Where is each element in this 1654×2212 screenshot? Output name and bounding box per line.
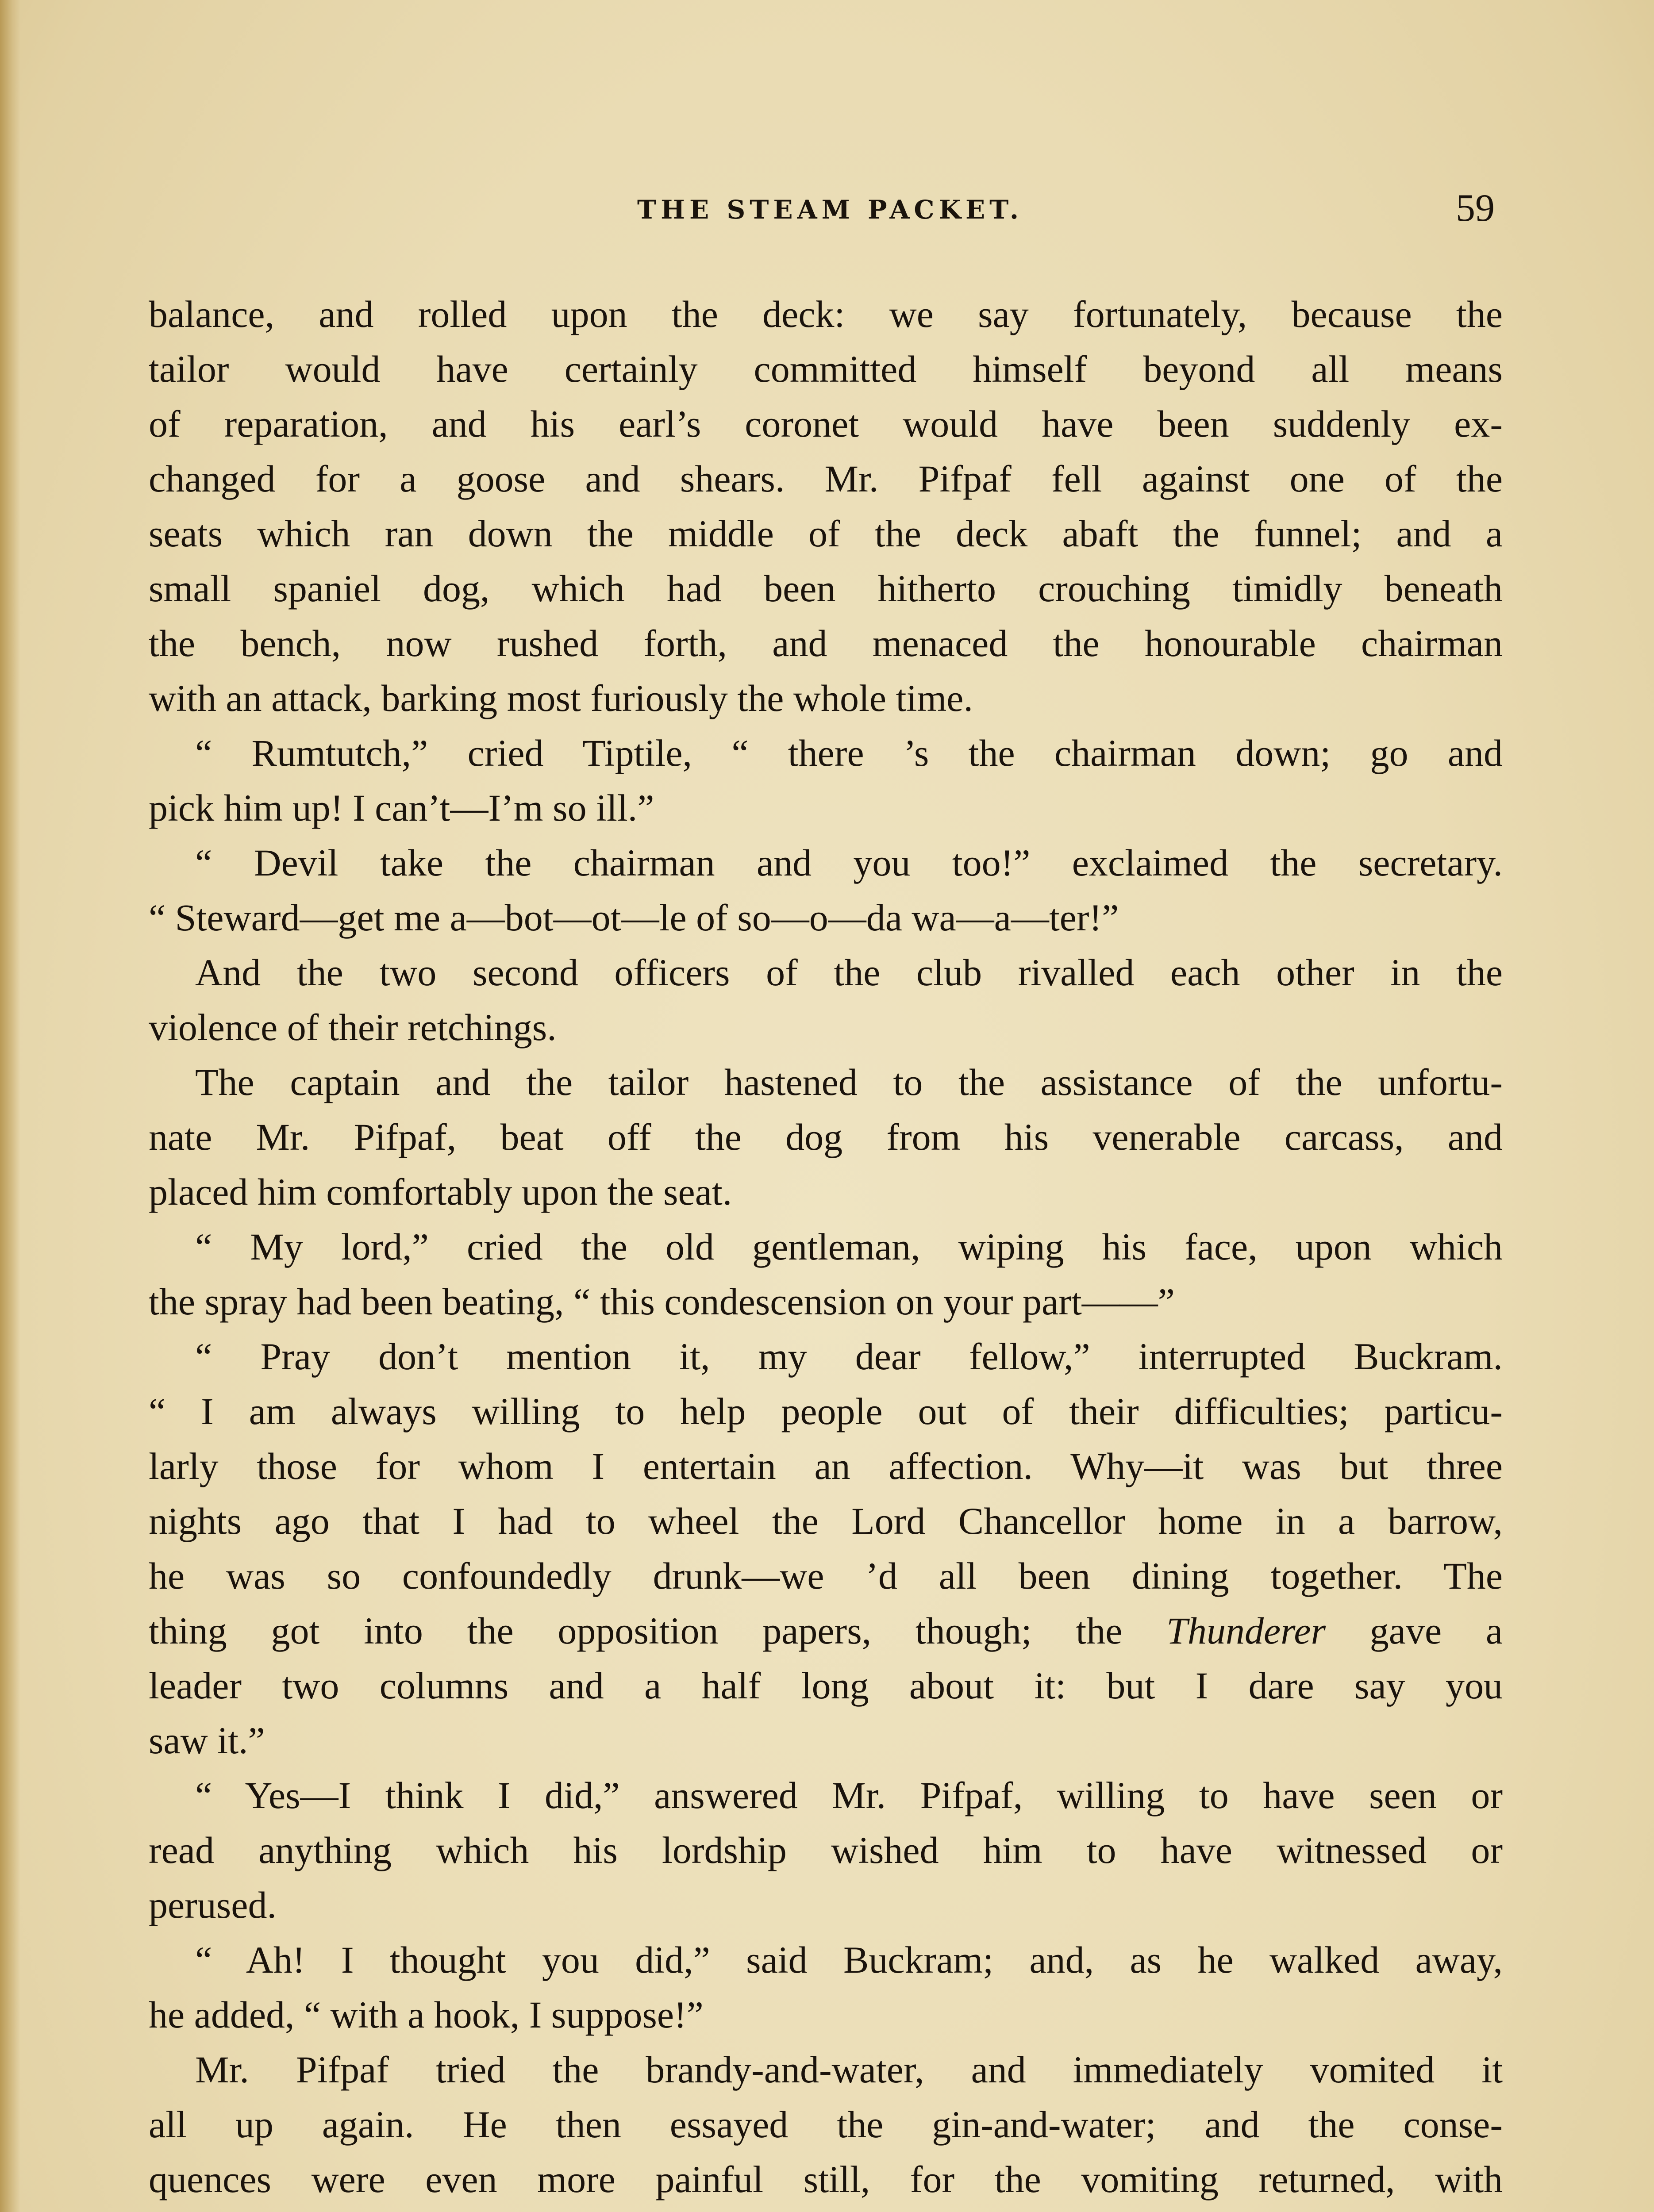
text-line: nights ago that I had to wheel the Lord Chancellor home in a barrow, <box>149 1500 1503 1542</box>
text-line: changed for a goose and shears. Mr. Pifpaf fell against one of the <box>149 457 1503 500</box>
text-line: balance, and rolled upon the deck: we say fortunately, because the <box>149 293 1503 335</box>
text-line: quences were even more painful still, for the vomiting returned, with <box>149 2158 1503 2200</box>
text-line: And the two second officers of the club rivalled each other in the <box>195 951 1503 994</box>
text-line: perused. <box>149 1884 277 1926</box>
text-line: seats which ran down the middle of the deck abaft the funnel; and a <box>149 512 1503 555</box>
text-line: thing got into the opposition papers, though; the Thunderer gave a <box>149 1609 1503 1652</box>
page-binding-edge <box>0 0 20 2212</box>
text-line <box>149 2207 1503 2212</box>
text-line: nate Mr. Pifpaf, beat off the dog from his venerable carcass, and <box>149 1116 1503 1158</box>
text-line: all up again. He then essayed the gin-and-water; and the conse- <box>149 2103 1503 2146</box>
text-line: read anything which his lordship wished him to have witnessed or <box>149 1829 1503 1871</box>
text-line: violence of their retchings. <box>149 1006 557 1048</box>
text-line: pick him up! I can’t—I’m so ill.” <box>149 787 654 829</box>
text-line: “ Pray don’t mention it, my dear fellow,” interrupted Buckram. <box>195 1335 1503 1378</box>
text-line: “ Ah! I thought you did,” said Buckram; and, as he walked away, <box>195 1939 1503 1981</box>
text-line: “ Devil take the chairman and you too!” exclaimed the secretary. <box>195 841 1503 884</box>
text-line: larly those for whom I entertain an affection. Why—it was but three <box>149 1445 1503 1487</box>
text-line: with an attack, barking most furiously the whole time. <box>149 677 973 719</box>
text-line: “ Yes—I think I did,” answered Mr. Pifpaf, willing to have seen or <box>195 1774 1503 1816</box>
text-line: he was so confoundedly drunk—we ’d all been dining together. The <box>149 1555 1503 1597</box>
text-line: “ I am always willing to help people out of their difficulties; particu- <box>149 1390 1503 1432</box>
text-line: “ Steward—get me a—bot—ot—le of so—o—da wa—a—ter!” <box>149 896 1119 939</box>
text-line: of reparation, and his earl’s coronet would have been suddenly ex- <box>149 403 1503 445</box>
text-line: he added, “ with a hook, I suppose!” <box>149 1993 704 2036</box>
text-line: placed him comfortably upon the seat. <box>149 1171 732 1213</box>
text-line: the spray had been beating, “ this condescension on your part——” <box>149 1280 1175 1323</box>
text-line: Mr. Pifpaf tried the brandy-and-water, and immediately vomited it <box>195 2048 1503 2091</box>
text-line: saw it.” <box>149 1719 265 1762</box>
text-line: “ My lord,” cried the old gentleman, wiping his face, upon which <box>195 1225 1503 1268</box>
text-line: The captain and the tailor hastened to the assistance of the unfortu- <box>195 1061 1503 1103</box>
text-line: the bench, now rushed forth, and menaced the honourable chairman <box>149 622 1503 664</box>
body-text <box>149 287 1503 2212</box>
text-line: leader two columns and a half long about it: but I dare say you <box>149 1664 1503 1707</box>
running-head: THE STEAM PACKET. <box>637 195 1023 225</box>
page-number: 59 <box>1456 187 1495 230</box>
text-line: “ Rumtutch,” cried Tiptile, “ there ’s the chairman down; go and <box>195 732 1503 774</box>
text-line: small spaniel dog, which had been hitherto crouching timidly beneath <box>149 567 1503 610</box>
text-line: tailor would have certainly committed himself beyond all means <box>149 348 1503 390</box>
